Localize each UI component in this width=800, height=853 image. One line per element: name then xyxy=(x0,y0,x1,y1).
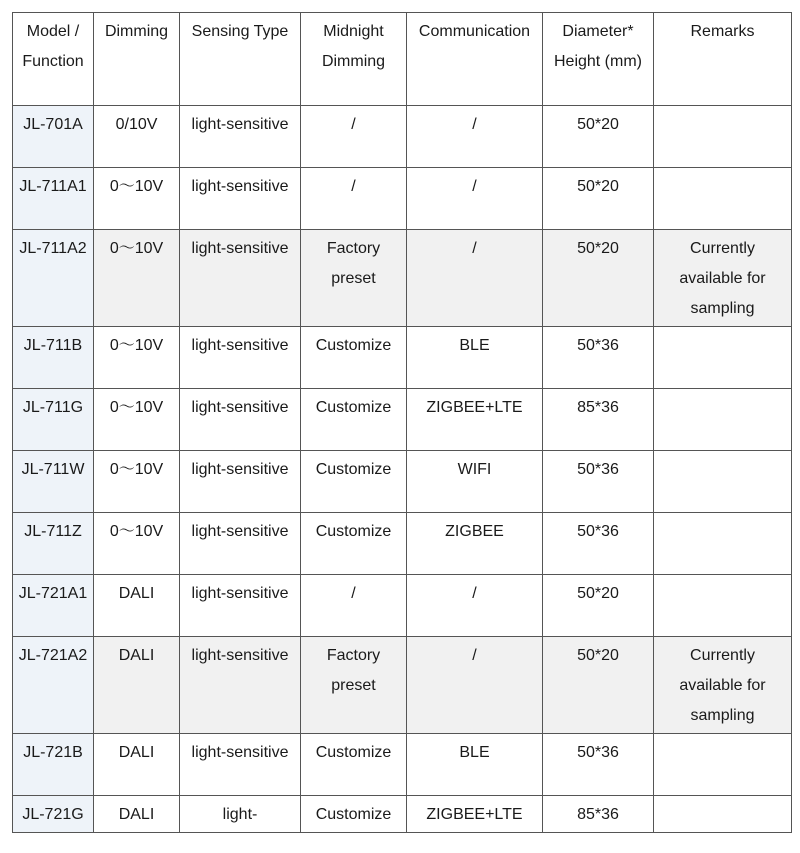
cell-communication: ZIGBEE xyxy=(407,513,543,575)
cell-size: 50*20 xyxy=(543,637,654,734)
header-diameter-height: Diameter* Height (mm) xyxy=(543,13,654,106)
header-midnight-dimming: Midnight Dimming xyxy=(301,13,407,106)
cell-size: 50*20 xyxy=(543,106,654,168)
table-row xyxy=(13,230,792,327)
cell-size: 50*20 xyxy=(543,230,654,327)
cell-dimming: DALI xyxy=(94,575,180,637)
cell-remarks xyxy=(654,451,792,513)
cell-size: 85*36 xyxy=(543,796,654,833)
cell-dimming: 0～10V xyxy=(94,168,180,230)
table-row xyxy=(13,106,792,168)
table-row xyxy=(13,796,792,833)
cell-remarks xyxy=(654,575,792,637)
cell-midnight: Factory preset xyxy=(301,637,407,734)
cell-model: JL-701A xyxy=(13,106,94,168)
header-row xyxy=(13,13,792,106)
spec-table xyxy=(12,12,792,833)
cell-dimming: DALI xyxy=(94,637,180,734)
cell-midnight: Customize xyxy=(301,796,407,833)
cell-size: 85*36 xyxy=(543,389,654,451)
cell-communication: BLE xyxy=(407,734,543,796)
cell-model: JL-711Z xyxy=(13,513,94,575)
cell-sensing: light-sensitive xyxy=(180,327,301,389)
cell-communication: ZIGBEE+LTE xyxy=(407,389,543,451)
table-row xyxy=(13,327,792,389)
cell-midnight: Customize xyxy=(301,451,407,513)
cell-model: JL-721A1 xyxy=(13,575,94,637)
cell-dimming: DALI xyxy=(94,734,180,796)
cell-dimming: 0～10V xyxy=(94,451,180,513)
spec-table-container xyxy=(12,12,792,833)
cell-midnight: Customize xyxy=(301,389,407,451)
cell-size: 50*20 xyxy=(543,575,654,637)
cell-sensing: light- xyxy=(180,796,301,833)
cell-sensing: light-sensitive xyxy=(180,168,301,230)
header-model: Model / Function xyxy=(13,13,94,106)
cell-communication: ZIGBEE+LTE xyxy=(407,796,543,833)
header-communication: Communication xyxy=(407,13,543,106)
cell-remarks xyxy=(654,327,792,389)
cell-midnight: Customize xyxy=(301,513,407,575)
cell-size: 50*36 xyxy=(543,513,654,575)
cell-midnight: Factory preset xyxy=(301,230,407,327)
cell-model: JL-721A2 xyxy=(13,637,94,734)
cell-communication: / xyxy=(407,168,543,230)
cell-sensing: light-sensitive xyxy=(180,106,301,168)
cell-communication: WIFI xyxy=(407,451,543,513)
cell-midnight: Customize xyxy=(301,327,407,389)
cell-remarks xyxy=(654,168,792,230)
cell-remarks xyxy=(654,734,792,796)
cell-remarks xyxy=(654,796,792,833)
cell-dimming: DALI xyxy=(94,796,180,833)
cell-midnight: / xyxy=(301,575,407,637)
table-row xyxy=(13,513,792,575)
table-row xyxy=(13,575,792,637)
cell-sensing: light-sensitive xyxy=(180,575,301,637)
cell-sensing: light-sensitive xyxy=(180,451,301,513)
table-row xyxy=(13,637,792,734)
cell-size: 50*36 xyxy=(543,734,654,796)
cell-size: 50*20 xyxy=(543,168,654,230)
table-row xyxy=(13,734,792,796)
cell-communication: BLE xyxy=(407,327,543,389)
cell-sensing: light-sensitive xyxy=(180,389,301,451)
cell-model: JL-711B xyxy=(13,327,94,389)
cell-dimming: 0～10V xyxy=(94,327,180,389)
cell-model: JL-721B xyxy=(13,734,94,796)
cell-remarks: Currently available for sampling xyxy=(654,230,792,327)
cell-communication: / xyxy=(407,637,543,734)
cell-dimming: 0～10V xyxy=(94,230,180,327)
table-row xyxy=(13,451,792,513)
header-remarks: Remarks xyxy=(654,13,792,106)
cell-sensing: light-sensitive xyxy=(180,230,301,327)
cell-dimming: 0～10V xyxy=(94,513,180,575)
cell-model: JL-711G xyxy=(13,389,94,451)
cell-communication: / xyxy=(407,575,543,637)
table-row xyxy=(13,389,792,451)
cell-sensing: light-sensitive xyxy=(180,513,301,575)
cell-model: JL-721G xyxy=(13,796,94,833)
cell-dimming: 0/10V xyxy=(94,106,180,168)
cell-sensing: light-sensitive xyxy=(180,637,301,734)
cell-remarks xyxy=(654,389,792,451)
cell-sensing: light-sensitive xyxy=(180,734,301,796)
cell-midnight: Customize xyxy=(301,734,407,796)
cell-remarks: Currently available for sampling xyxy=(654,637,792,734)
cell-dimming: 0～10V xyxy=(94,389,180,451)
cell-midnight: / xyxy=(301,168,407,230)
header-sensing-type: Sensing Type xyxy=(180,13,301,106)
cell-communication: / xyxy=(407,230,543,327)
cell-communication: / xyxy=(407,106,543,168)
cell-midnight: / xyxy=(301,106,407,168)
cell-remarks xyxy=(654,513,792,575)
cell-model: JL-711A2 xyxy=(13,230,94,327)
cell-remarks xyxy=(654,106,792,168)
cell-model: JL-711W xyxy=(13,451,94,513)
table-row xyxy=(13,168,792,230)
cell-size: 50*36 xyxy=(543,327,654,389)
cell-size: 50*36 xyxy=(543,451,654,513)
cell-model: JL-711A1 xyxy=(13,168,94,230)
header-dimming: Dimming xyxy=(94,13,180,106)
